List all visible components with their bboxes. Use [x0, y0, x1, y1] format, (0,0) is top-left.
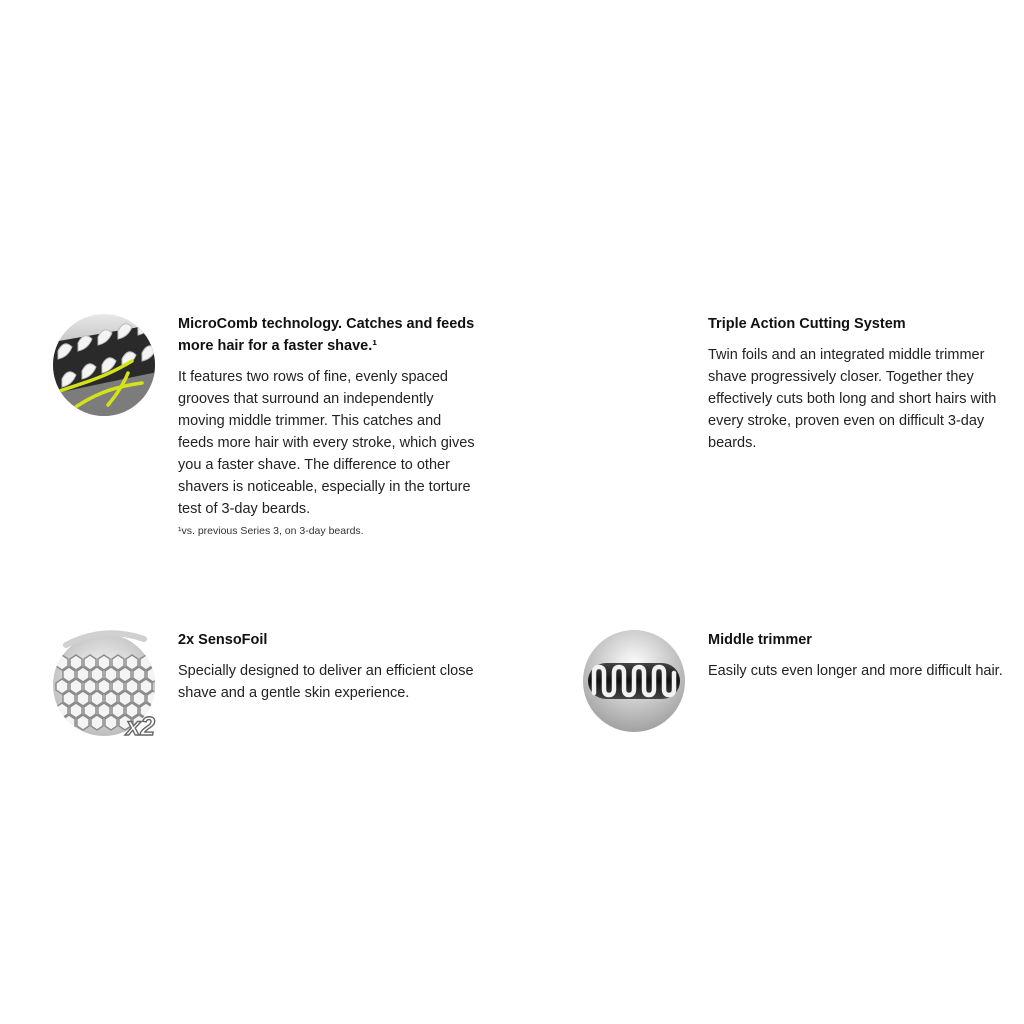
sensofoil-badge: x2	[126, 711, 155, 741]
sensofoil-icon	[52, 629, 156, 741]
feature-microcomb-text	[178, 313, 478, 538]
feature-description: Twin foils and an integrated middle trimmer shave progressively closer. Together they effectively cuts both long and short hairs with every stroke, proven even on difficult 3-day beards.	[708, 347, 997, 451]
feature-sensofoil-text	[178, 629, 478, 704]
feature-title: MicroComb technology. Catches and feeds more hair for a faster shave.¹	[178, 316, 475, 354]
footnote: ¹vs. previous Series 3, on 3-day beards.	[178, 525, 364, 537]
feature-description: Specially designed to deliver an efficient close shave and a gentle skin experience.	[178, 663, 474, 701]
feature-triple-action-text	[708, 313, 1008, 454]
feature-title: Middle trimmer	[708, 632, 812, 648]
feature-description: It features two rows of fine, evenly spaced grooves that surround an independently moving middle trimmer. This catches and feeds more hair with every stroke, which gives you a faster shave. The difference to other shavers is noticeable, especially in the torture test of 3-day beards.	[178, 369, 475, 517]
feature-description: Easily cuts even longer and more difficult hair.	[708, 663, 1003, 679]
microcomb-icon	[52, 313, 156, 417]
middle-trimmer-icon	[582, 629, 686, 733]
feature-title: Triple Action Cutting System	[708, 316, 906, 332]
feature-title: 2x SensoFoil	[178, 632, 268, 648]
feature-middle-trimmer-text	[708, 629, 1008, 682]
